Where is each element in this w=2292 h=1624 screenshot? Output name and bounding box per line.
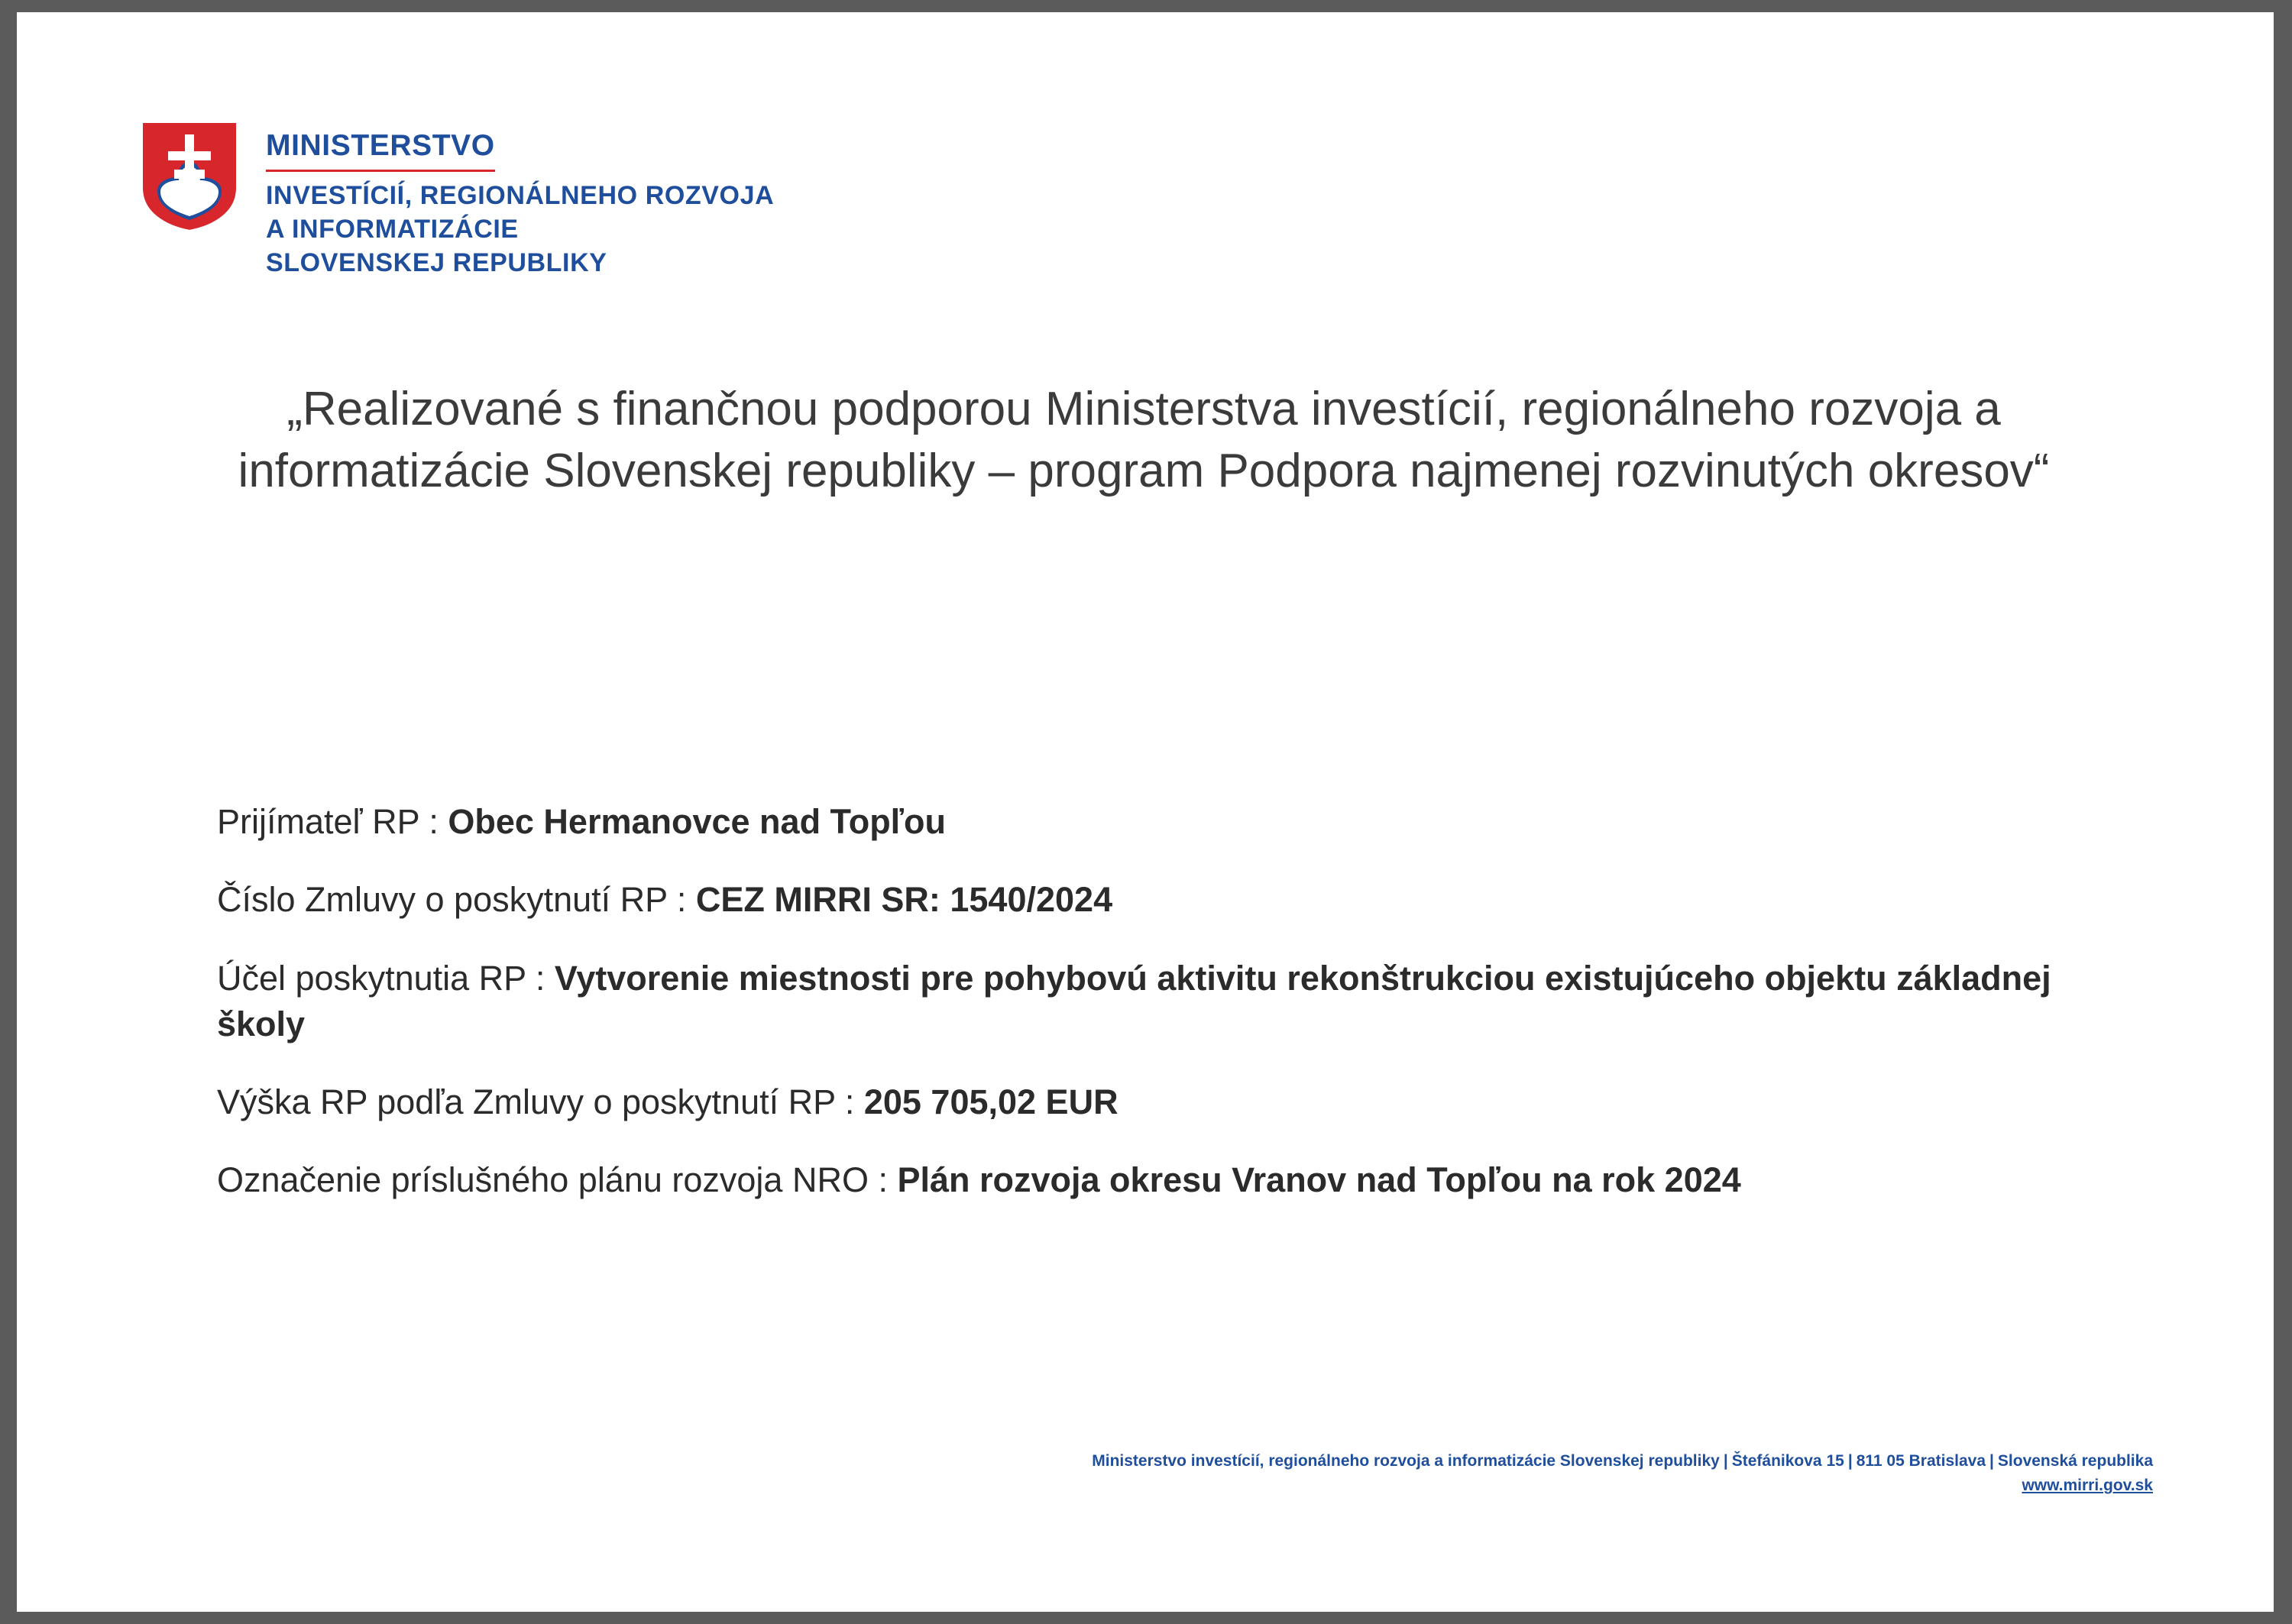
field-purpose-label: Účel poskytnutia RP : <box>217 958 555 998</box>
wordmark-line-4: SLOVENSKEJ REPUBLIKY <box>266 248 607 278</box>
footer-separator-3: | <box>1989 1451 1994 1470</box>
ministry-wordmark <box>266 118 774 280</box>
page-title: „Realizované s finančnou podporou Ministerstva investícií, regionálneho rozvoja a informatizácie Slovenskej republiky – program Podpora najmenej rozvinutých okresov“ <box>238 383 2050 497</box>
ministry-logo <box>138 118 774 280</box>
footer-country: Slovenská republika <box>1997 1451 2153 1470</box>
footer-organisation: Ministerstvo investícií, regionálneho rozvoja a informatizácie Slovenskej republiky <box>1092 1451 1720 1470</box>
field-amount-label: Výška RP podľa Zmluvy o poskytnutí RP : <box>217 1082 864 1122</box>
wordmark-line-3: A INFORMATIZÁCIE <box>266 214 519 244</box>
field-contract-number-label: Číslo Zmluvy o poskytnutí RP : <box>217 880 696 920</box>
footer-address-line <box>1092 1449 2153 1474</box>
field-amount-value: 205 705,02 EUR <box>863 1082 1118 1122</box>
field-development-plan-value: Plán rozvoja okresu Vranov nad Topľou na rok 2024 <box>897 1160 1741 1200</box>
field-development-plan-label: Označenie príslušného plánu rozvoja NRO : <box>217 1160 898 1200</box>
field-amount <box>217 1079 2089 1125</box>
field-purpose-value: Vytvorenie miestnosti pre pohybovú aktivitu rekonštrukciou existujúceho objektu základnej školy <box>217 958 2051 1043</box>
wordmark-line-1: MINISTERSTVO <box>266 127 495 172</box>
funding-details <box>217 799 2089 1236</box>
wordmark-line-2: INVESTÍCIÍ, REGIONÁLNEHO ROZVOJA <box>266 180 775 210</box>
field-contract-number <box>217 877 2089 923</box>
field-recipient <box>217 799 2089 845</box>
footer-separator-2: | <box>1847 1451 1853 1470</box>
document-page <box>17 12 2274 1612</box>
footer <box>1092 1449 2153 1499</box>
footer-separator-1: | <box>1723 1451 1728 1470</box>
footer-website-line <box>1092 1474 2153 1499</box>
field-purpose <box>217 956 2089 1048</box>
field-contract-number-value: CEZ MIRRI SR: 1540/2024 <box>695 880 1113 920</box>
field-development-plan <box>217 1157 2089 1203</box>
field-recipient-label: Prijímateľ RP : <box>217 802 448 841</box>
footer-city: 811 05 Bratislava <box>1856 1451 1986 1470</box>
footer-website-link[interactable]: www.mirri.gov.sk <box>2022 1477 2153 1495</box>
footer-street: Štefánikova 15 <box>1731 1451 1844 1470</box>
slovak-coat-of-arms-icon <box>138 118 241 234</box>
field-recipient-value: Obec Hermanovce nad Topľou <box>448 802 946 841</box>
